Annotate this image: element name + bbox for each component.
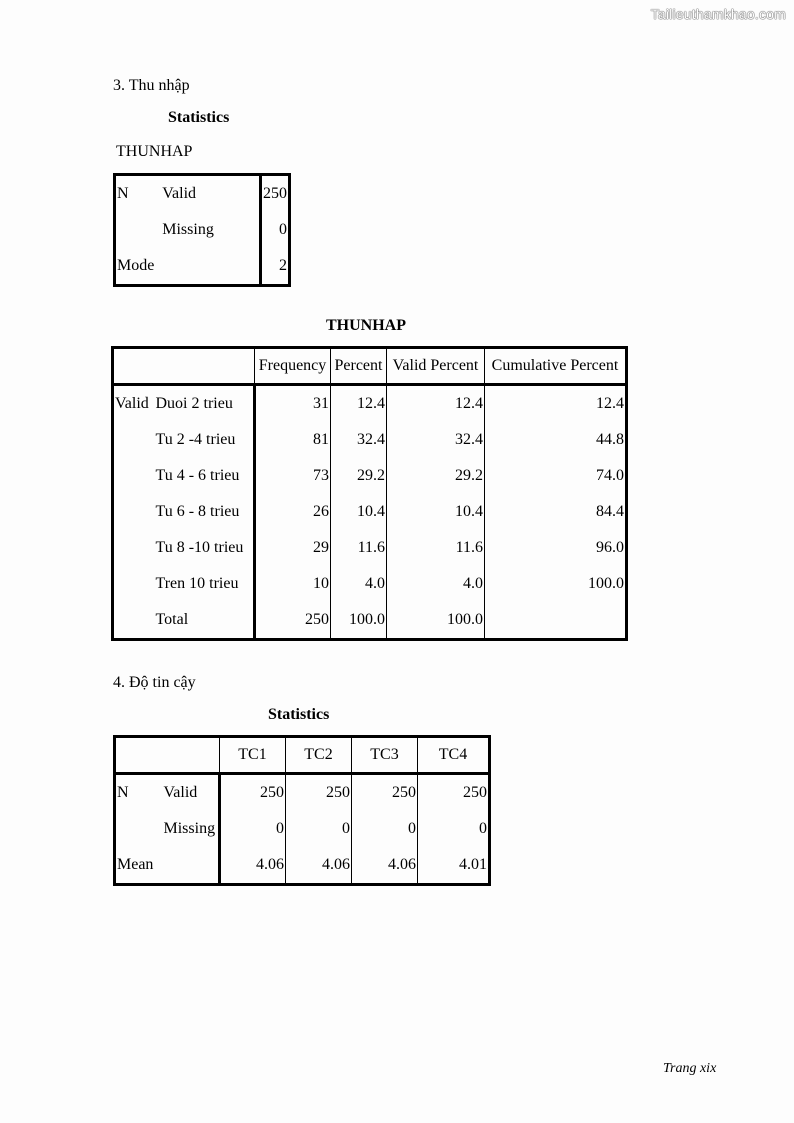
section-3-heading: 3. Thu nhập <box>113 77 190 94</box>
statistics-table-tc <box>113 735 491 886</box>
table-row <box>115 175 290 213</box>
valid-percent-cell: 4.0 <box>387 566 485 602</box>
table-row <box>113 530 627 566</box>
percent-cell: 10.4 <box>331 494 387 530</box>
table-row <box>113 458 627 494</box>
row-label <box>163 847 220 885</box>
row-label: Tren 10 trieu <box>155 566 255 602</box>
cell-value: 250 <box>352 774 418 812</box>
row-label: Missing <box>161 212 260 248</box>
page-number-footer: Trang xix <box>663 1061 717 1076</box>
column-header: Cumulative Percent <box>485 348 627 385</box>
cell-value: 250 <box>263 185 287 202</box>
cell-value: 4.01 <box>459 856 487 873</box>
variable-name: THUNHAP <box>116 143 193 160</box>
frequency-table-thunhap <box>111 346 628 641</box>
cell-value: 250 <box>220 774 286 812</box>
frequency-cell: 31 <box>255 385 331 423</box>
frequency-table-title: THUNHAP <box>326 317 406 334</box>
row-group-label: Valid <box>115 395 149 412</box>
table-row <box>115 847 490 885</box>
column-header: Frequency <box>255 348 331 385</box>
table-row <box>113 385 627 423</box>
table-row <box>113 422 627 458</box>
row-group-label <box>113 458 155 494</box>
statistics-title-1: Statistics <box>168 109 230 126</box>
row-label: Valid <box>163 774 220 812</box>
corner-cell <box>115 737 220 774</box>
column-header: TC1 <box>220 737 286 774</box>
cell-value: 250 <box>286 774 352 812</box>
cumulative-percent-cell: 74.0 <box>596 467 624 484</box>
row-group-label <box>113 566 155 602</box>
row-group-label <box>113 530 155 566</box>
cumulative-percent-cell: 12.4 <box>596 395 624 412</box>
table-header-row <box>113 348 627 385</box>
row-label: Tu 2 -4 trieu <box>155 422 255 458</box>
cell-value: 4.06 <box>352 847 418 885</box>
row-label: Missing <box>163 811 220 847</box>
row-group-label <box>113 494 155 530</box>
cell-value: 4.06 <box>286 847 352 885</box>
table-row <box>115 248 290 286</box>
table-row <box>115 774 490 812</box>
cumulative-percent-cell: 96.0 <box>596 539 624 556</box>
row-group-label <box>113 602 155 640</box>
row-label: Tu 6 - 8 trieu <box>155 494 255 530</box>
valid-percent-cell: 10.4 <box>387 494 485 530</box>
frequency-cell: 250 <box>255 602 331 640</box>
row-group-label: N <box>117 784 129 801</box>
row-group-label <box>115 811 163 847</box>
cell-value: 2 <box>279 257 287 274</box>
valid-percent-cell: 32.4 <box>387 422 485 458</box>
valid-percent-cell: 11.6 <box>387 530 485 566</box>
cumulative-percent-cell: 44.8 <box>596 431 624 448</box>
frequency-cell: 73 <box>255 458 331 494</box>
frequency-cell: 81 <box>255 422 331 458</box>
column-header: TC4 <box>418 737 490 774</box>
statistics-table-thunhap <box>113 173 291 287</box>
row-label: Total <box>155 602 255 640</box>
valid-percent-cell: 12.4 <box>387 385 485 423</box>
cell-value: 0 <box>279 221 287 238</box>
frequency-cell: 10 <box>255 566 331 602</box>
section-4-heading: 4. Độ tin cậy <box>113 674 196 691</box>
column-header: Valid Percent <box>387 348 485 385</box>
valid-percent-cell: 100.0 <box>387 602 485 640</box>
cell-value: 0 <box>479 820 487 837</box>
cell-value: 250 <box>463 784 487 801</box>
percent-cell: 32.4 <box>331 422 387 458</box>
percent-cell: 4.0 <box>331 566 387 602</box>
table-row <box>115 811 490 847</box>
frequency-cell: 26 <box>255 494 331 530</box>
table-row <box>113 566 627 602</box>
row-group-label: N <box>117 185 129 202</box>
watermark-text: Tailieuthamkhao.com <box>650 6 786 22</box>
table-header-row <box>115 737 490 774</box>
column-header: TC2 <box>286 737 352 774</box>
cumulative-percent-cell: 100.0 <box>588 575 624 592</box>
percent-cell: 11.6 <box>331 530 387 566</box>
cell-value: 0 <box>286 811 352 847</box>
row-label: Valid <box>161 175 260 213</box>
row-label: Tu 8 -10 trieu <box>155 530 255 566</box>
cumulative-percent-cell <box>485 602 627 640</box>
column-header: TC3 <box>352 737 418 774</box>
row-label: Tu 4 - 6 trieu <box>155 458 255 494</box>
row-group-label <box>115 212 162 248</box>
corner-cell <box>113 348 255 385</box>
frequency-cell: 29 <box>255 530 331 566</box>
cell-value: 4.06 <box>220 847 286 885</box>
row-group-label: Mode <box>117 257 155 274</box>
column-header: Percent <box>331 348 387 385</box>
cell-value: 0 <box>352 811 418 847</box>
valid-percent-cell: 29.2 <box>387 458 485 494</box>
cumulative-percent-cell: 84.4 <box>596 503 624 520</box>
percent-cell: 29.2 <box>331 458 387 494</box>
statistics-title-2: Statistics <box>268 706 330 723</box>
row-label <box>161 248 260 286</box>
percent-cell: 100.0 <box>331 602 387 640</box>
row-group-label: Mean <box>117 856 154 873</box>
table-row <box>113 494 627 530</box>
table-row <box>115 212 290 248</box>
row-label: Duoi 2 trieu <box>155 385 255 423</box>
percent-cell: 12.4 <box>331 385 387 423</box>
row-group-label <box>113 422 155 458</box>
cell-value: 0 <box>220 811 286 847</box>
table-row <box>113 602 627 640</box>
